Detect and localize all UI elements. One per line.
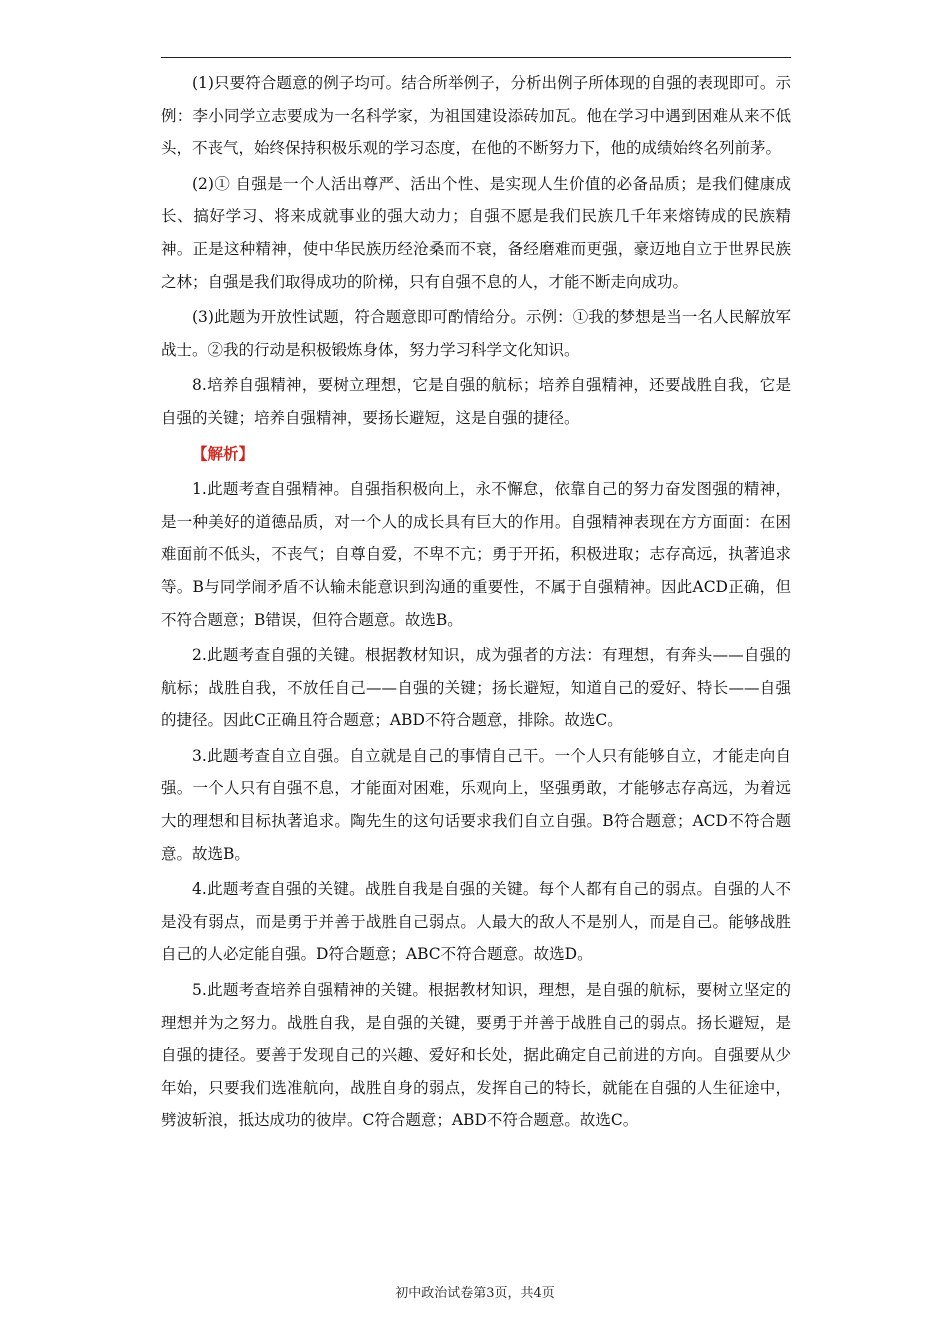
analysis-item-2: 2.此题考查自强的关键。根据教材知识，成为强者的方法：有理想，有奔头——自强的航标；战胜自我，不放任自己——自强的关键；扬长避短，知道自己的爱好、特长——自强的捷径。因此C正确且符合题意；ABD不符合题意，排除。故选C。 xyxy=(161,646,791,730)
header-rule xyxy=(161,57,791,58)
answer-7-part-1: (1)只要符合题意的例子均可。结合所举例子，分析出例子所体现的自强的表现即可。示例：李小同学立志要成为一名科学家，为祖国建设添砖加瓦。他在学习中遇到困难从来不低头，不丧气，始终保持积极乐观的学习态度，在他的不断努力下，他的成绩始终名列前茅。 xyxy=(161,74,791,158)
answer-7-part-3: (3)此题为开放性试题，符合题意即可酌情给分。示例：①我的梦想是当一名人民解放军战士。②我的行动是积极锻炼身体，努力学习科学文化知识。 xyxy=(161,308,791,359)
analysis-heading: 【解析】 xyxy=(192,443,255,463)
analysis-item-4: 4.此题考查自强的关键。战胜自我是自强的关键。每个人都有自己的弱点。自强的人不是没有弱点，而是勇于并善于战胜自己弱点。人最大的敌人不是别人，而是自己。能够战胜自己的人必定能自强。D符合题意；ABC不符合题意。故选D。 xyxy=(161,880,791,964)
answer-8: 8.培养自强精神，要树立理想，它是自强的航标；培养自强精神，还要战胜自我，它是自强的关键；培养自强精神，要扬长避短，这是自强的捷径。 xyxy=(161,376,791,427)
page-content xyxy=(161,67,791,1140)
answer-7-part-2: (2)① 自强是一个人活出尊严、活出个性、是实现人生价值的必备品质；是我们健康成长、搞好学习、将来成就事业的强大动力；自强不愿是我们民族几千年来熔铸成的民族精神。正是这种精神，使中华民族历经沧桑而不衰，备经磨难而更强，豪迈地自立于世界民族之林；自强是我们取得成功的阶梯，只有自强不息的人，才能不断走向成功。 xyxy=(161,174,791,291)
analysis-item-1: 1.此题考查自强精神。自强指积极向上，永不懈怠，依靠自己的努力奋发图强的精神，是一种美好的道德品质，对一个人的成长具有巨大的作用。自强精神表现在方方面面：在困难面前不低头，不丧气；自尊自爱，不卑不亢；勇于开拓，积极进取；志存高远，执著追求等。B与同学闹矛盾不认输未能意识到沟通的重要性，不属于自强精神。因此ACD正确，但不符合题意；B错误，但符合题意。故选B。 xyxy=(161,480,791,629)
analysis-item-5: 5.此题考查培养自强精神的关键。根据教材知识，理想，是自强的航标，要树立坚定的理想并为之努力。战胜自我，是自强的关键，要勇于并善于战胜自己的弱点。扬长避短，是自强的捷径。要善于发现自己的兴趣、爱好和长处，据此确定自己前进的方向。自强要从少年始，只要我们选准航向，战胜自身的弱点，发挥自己的特长，就能在自强的人生征途中，劈波斩浪，抵达成功的彼岸。C符合题意；ABD不符合题意。故选C。 xyxy=(161,981,791,1130)
analysis-item-3: 3.此题考查自立自强。自立就是自己的事情自己干。一个人只有能够自立，才能走向自强。一个人只有自强不息，才能面对困难，乐观向上，坚强勇敢，才能够志存高远，为着远大的理想和目标执著追求。陶先生的这句话要求我们自立自强。B符合题意；ACD不符合题意。故选B。 xyxy=(161,746,791,863)
page-footer: 初中政治试卷第3页，共4页 xyxy=(395,1286,555,1301)
